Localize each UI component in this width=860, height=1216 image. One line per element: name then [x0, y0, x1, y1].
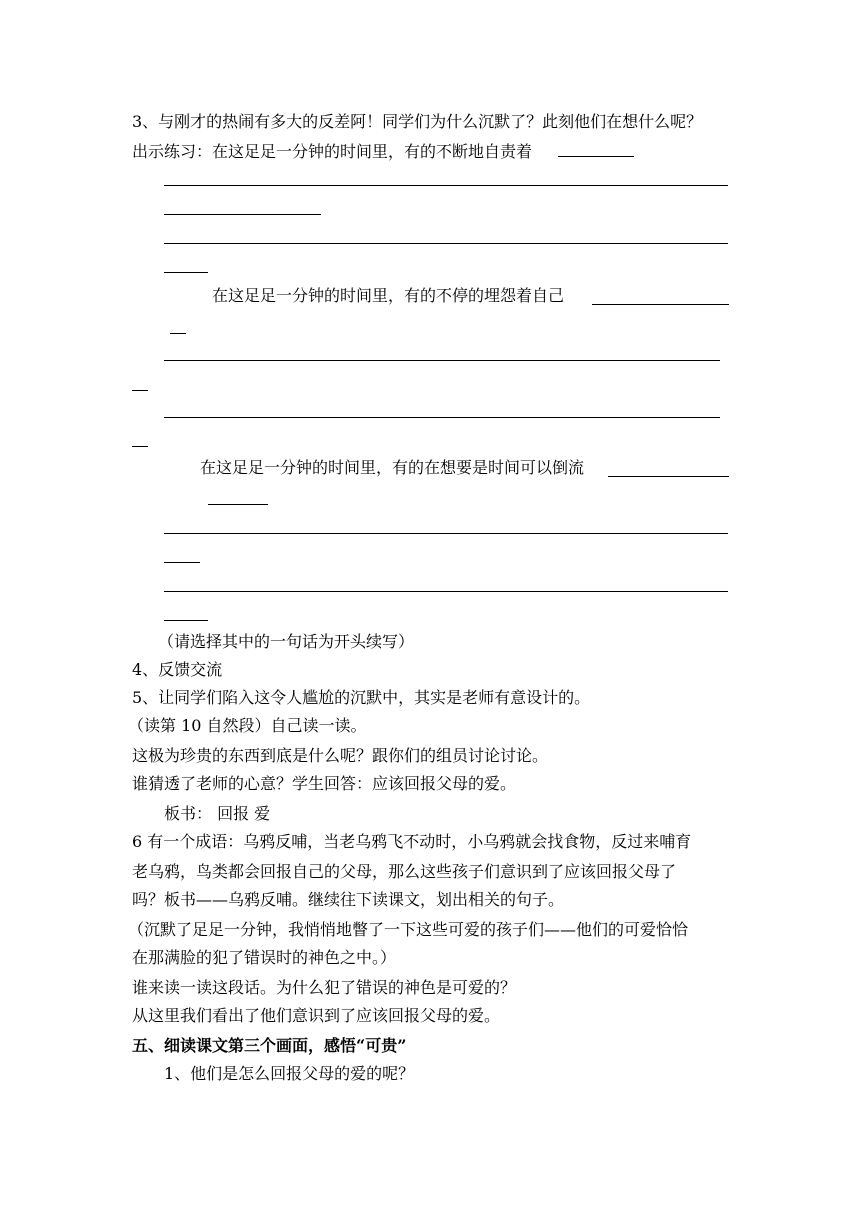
board-note: 板书： 回报 爱 [164, 804, 271, 823]
instruction-note: （请选择其中的一句话为开头续写） [158, 632, 415, 651]
blank-line [132, 390, 148, 391]
blank-line [164, 272, 208, 273]
discussion-question: 这极为珍贵的东西到底是什么呢？跟你们的组员讨论讨论。 [132, 746, 549, 765]
student-answer: 谁猜透了老师的心意？学生回答：应该回报父母的爱。 [132, 774, 517, 793]
exercise-intro: 出示练习：在这足足一分钟的时间里，有的不断地自责着 [132, 142, 533, 161]
step-5: 5、让同学们陷入这令人尴尬的沉默中，其实是老师有意设计的。 [132, 688, 591, 707]
blank-line [164, 417, 720, 418]
step-6-line-2: 老乌鸦，鸟类都会回报自己的父母，那么这些孩子们意识到了应该回报父母了 [132, 862, 677, 881]
blank-line [164, 591, 728, 592]
step-6-line-1: 6 有一个成语：乌鸦反哺，当老乌鸦飞不动时，小乌鸦就会找食物，反过来哺育 [132, 832, 692, 851]
blank-line [608, 476, 729, 477]
blank-line [164, 360, 720, 361]
prompt-rewind: 在这足足一分钟的时间里，有的在想要是时间可以倒流 [200, 458, 585, 477]
blank-line [592, 304, 729, 305]
step-6-line-3: 吗？板书——乌鸦反哺。继续往下读课文，划出相关的句子。 [132, 890, 565, 909]
step-4: 4、反馈交流 [132, 660, 223, 679]
conclusion: 从这里我们看出了他们意识到了应该回报父母的爱。 [132, 1006, 501, 1025]
blank-line [208, 504, 268, 505]
read-question: 谁来读一读这段话。为什么犯了错误的神色是可爱的？ [132, 978, 517, 997]
section-5-question-1: 1、他们是怎么回报父母的爱的呢？ [164, 1064, 415, 1083]
quote-line-2: 在那满脸的犯了错误时的神色之中。） [132, 948, 397, 967]
blank-line [164, 214, 321, 215]
prompt-complain: 在这足足一分钟的时间里，有的不停的埋怨着自己 [212, 286, 565, 305]
blank-line [164, 562, 200, 563]
blank-line [558, 156, 634, 157]
quote-line-1: （沉默了足足一分钟，我悄悄地瞥了一下这些可爱的孩子们——他们的可爱恰恰 [128, 920, 689, 939]
blank-line [164, 185, 728, 186]
question-3: 3、与刚才的热闹有多大的反差阿！同学们为什么沉默了？此刻他们在想什么呢？ [132, 112, 703, 131]
blank-line [132, 446, 148, 447]
read-paragraph: （读第 10 自然段）自己读一读。 [128, 716, 367, 735]
blank-line [164, 243, 728, 244]
blank-line [164, 533, 728, 534]
blank-line [170, 333, 186, 334]
section-5-heading: 五、细读课文第三个画面，感悟“可贵” [132, 1036, 407, 1055]
blank-line [164, 620, 208, 621]
